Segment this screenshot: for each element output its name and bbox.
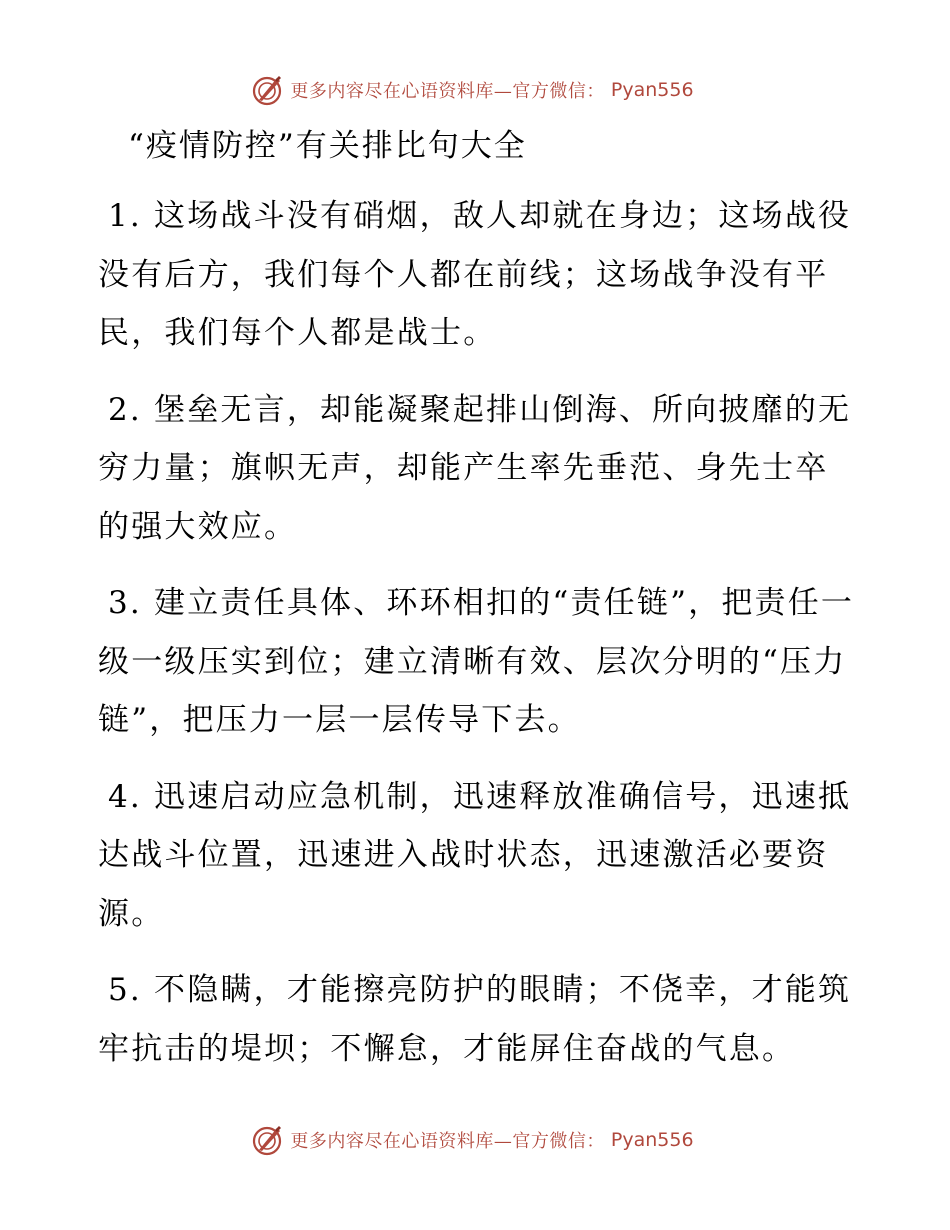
footer-banner-handle: Pyan556 <box>610 1129 694 1151</box>
paragraph-5: 5. 不隐瞒，才能擦亮防护的眼睛；不侥幸，才能筑牢抗击的堤坝；不懈怠，才能屏住奋战的气息。 <box>98 972 852 1067</box>
quill-pen-logo-icon <box>250 1123 284 1157</box>
paragraph-2: 2. 堡垒无言，却能凝聚起排山倒海、所向披靡的无穷力量；旗帜无声，却能产生率先垂范、身先士卒的强大效应。 <box>98 391 852 545</box>
header-banner-text: 更多内容尽在心语资料库—官方微信： <box>290 81 605 102</box>
footer-banner-inner <box>250 1123 693 1157</box>
footer-banner <box>0 1120 950 1160</box>
quill-pen-logo-icon <box>250 73 284 107</box>
header-banner-handle: Pyan556 <box>610 79 694 101</box>
document-title: “疫情防控”有关排比句大全 <box>128 128 527 164</box>
paragraph-3: 3. 建立责任具体、环环相扣的“责任链”，把责任一级一级压实到位；建立清晰有效、层次分明的“压力链”，把压力一层一层传导下去。 <box>98 585 855 738</box>
paragraph-1: 1. 这场战斗没有硝烟，敌人却就在身边；这场战役没有后方，我们每个人都在前线；这场战争没有平民，我们每个人都是战士。 <box>98 198 852 351</box>
header-banner-inner <box>250 73 693 107</box>
footer-banner-text: 更多内容尽在心语资料库—官方微信： <box>290 1131 605 1152</box>
header-banner <box>0 70 950 110</box>
document-body <box>98 187 858 1096</box>
paragraph-4: 4. 迅速启动应急机制，迅速释放准确信号，迅速抵达战斗位置，迅速进入战时状态，迅速激活必要资源。 <box>98 778 852 932</box>
